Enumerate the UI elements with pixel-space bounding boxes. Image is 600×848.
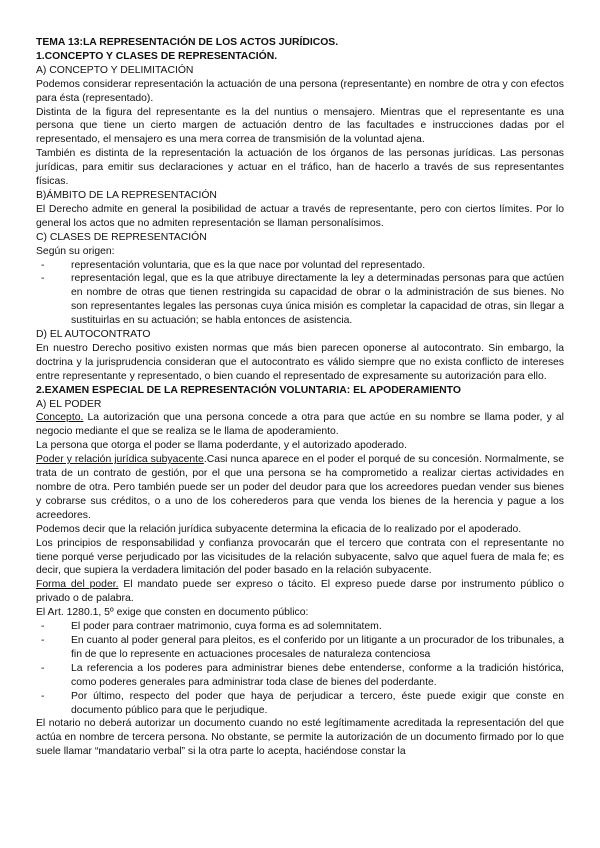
forma-label: Forma del poder. [36,579,119,591]
list-item: - El poder para contraer matrimonio, cuya forma es ad solemnitatem. [66,620,564,634]
relacion-text: .Casi nunca aparece en el poder el porqué de su concesión. Normalmente, se trata de un contrato de gestión, por el que una persona se ha comprometido a realizar ciertas actividades en nombre de otra. Pero también puede ser un poder del deudor para que los acreedores puedan vender sus bienes y cobrarse sus créditos, o a uno de los coherederos para que venda los bienes de la herencia y pague a los acreedores. [36,454,564,521]
paragraph: La persona que otorga el poder se llama poderdante, y el autorizado apoderado. [36,440,407,452]
subsection-1a-title: A) CONCEPTO Y DELIMITACIÓN [36,64,194,76]
section-1-heading: 1.CONCEPTO Y CLASES DE REPRESENTACIÓN. [36,50,278,62]
subsection-2a-title: A) EL PODER [36,398,102,410]
list-item: - representación voluntaria, que es la que nace por voluntad del representado. [66,259,564,273]
list-item: - En cuanto al poder general para pleitos, es el conferido por un litigante a un procurador de los tribunales, a fin de que lo represente en actuaciones procesales de naturaleza contenciosa [66,634,564,662]
relacion-label: Poder y relación jurídica subyacente [36,454,204,466]
paragraph [36,453,564,523]
paragraph: Podemos considerar representación la actuación de una persona (representante) en nombre de otra y con efectos para ésta (representado). [36,78,564,104]
document-title: TEMA 13:LA REPRESENTACIÓN DE LOS ACTOS JURÍDICOS. [36,37,339,48]
paragraph: También es distinta de la representación la actuación de los órganos de las personas jurídicas. Las personas jurídicas, para emitir sus declaraciones y actuar en el tráfico, han de hacerlo a través de sus representantes físicas. [36,148,564,188]
paragraph: Distinta de la figura del representante es la del nuntius o mensajero. Mientras que el representante es una persona que tiene un cierto margen de actuación dentro de las facultades e instrucciones dadas por el representado, el mensajero es una mera correa de transmisión de la voluntad ajena. [36,106,564,146]
subsection-1c-title: C) CLASES DE REPRESENTACIÓN [36,231,207,243]
public-document-requirements-list [36,620,564,717]
list-item: - representación legal, que es la que atribuye directamente la ley a determinadas personas para que actúen en nombre de otras que tienen restringida su capacidad de obrar o la administración de sus bienes. No son representantes legales las personas cuya única misión es completar la capacidad de otras, sin llegar a sustituirlas en su actuación; se habla entonces de asistencia. [66,272,564,328]
paragraph [36,411,564,439]
paragraph: En nuestro Derecho positivo existen normas que más bien parecen oponerse al autocontrato. Sin embargo, la doctrina y la jurisprudencia consideran que el autocontrato es válido siempre que no exista conflicto de intereses entre representante y representado, o bien cuando el representado de expresamente su autorización para ello. [36,342,564,382]
subsection-1d-title: D) EL AUTOCONTRATO [36,329,151,341]
representation-types-list [36,259,564,329]
list-item: - La referencia a los poderes para administrar bienes debe entenderse, conforme a la tradición histórica, como poderes generales para administrar toda clase de bienes del poderdante. [66,662,564,690]
paragraph: El Art. 1280.1, 5º exige que consten en documento público: [36,607,309,619]
paragraph: El notario no deberá autorizar un documento cuando no esté legítimamente acreditada la representación del que actúa en nombre de tercera persona. No obstante, se permite la autorización de un documento firmado por lo que suele llamar “mandatario verbal” si la otra parte lo acepta, haciéndose constar la [36,718,564,758]
paragraph: Podemos decir que la relación jurídica subyacente determina la eficacia de lo realizado por el apoderado. [36,523,522,535]
forma-text: El mandato puede ser expreso o tácito. El expreso puede darse por instrumento público o privado o de palabra. [36,579,564,605]
subsection-1b-title: B)ÁMBITO DE LA REPRESENTACIÓN [36,189,217,201]
list-item: - Por último, respecto del poder que haya de perjudicar a tercero, éste puede exigir que conste en documento público para que le perjudique. [66,690,564,718]
section-2-heading: 2.EXAMEN ESPECIAL DE LA REPRESENTACIÓN VOLUNTARIA: EL APODERAMIENTO [36,384,461,396]
concepto-text: La autorización que una persona concede a otra para que actúe en su nombre se llama poder, y al negocio mediante el que se realiza se le llama de apoderamiento. [36,412,564,438]
paragraph [36,578,564,606]
paragraph: Según su origen: [36,245,115,257]
concepto-label: Concepto. [36,412,84,424]
paragraph: Los principios de responsabilidad y confianza provocarán que el tercero que contrata con el representante no tiene porqué verse perjudicado por las vicisitudes de la relación subyacente, salvo que aquel fuera de mala fe; es decir, que supiera la verdadera limitación del poder basado en la relación subyacente. [36,537,564,577]
paragraph: El Derecho admite en general la posibilidad de actuar a través de representante, pero con ciertos límites. Por lo general los actos que no admiten representación se llaman personalísimos. [36,203,564,229]
